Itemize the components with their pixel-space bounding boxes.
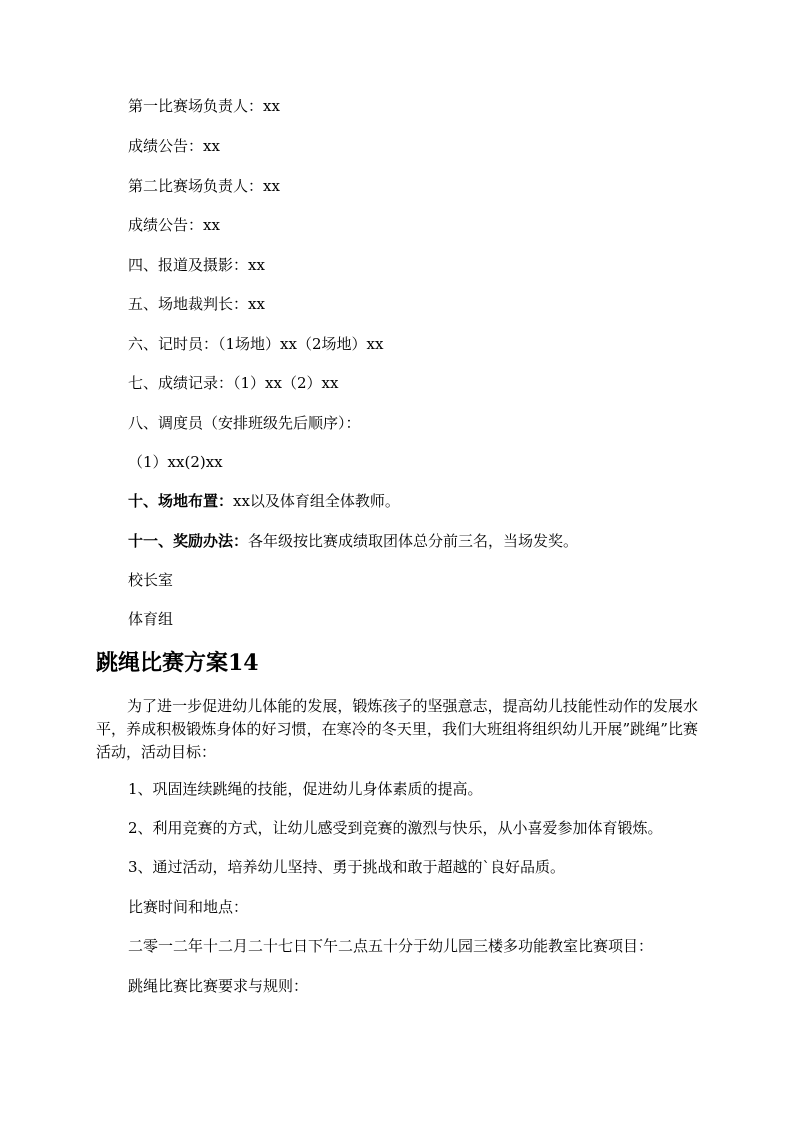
section-title: 跳绳比赛方案14 [96, 650, 259, 676]
text-line: 七、成绩记录：（1）xx（2）xx [128, 374, 339, 392]
text-line: （1）xx(2)xx [128, 453, 223, 471]
text-line: 第二比赛场负责人：xx [128, 177, 280, 195]
signature-line: 体育组 [128, 610, 174, 628]
rules-label: 跳绳比赛比赛要求与规则： [128, 977, 309, 995]
text-line: 成绩公告：xx [128, 216, 220, 234]
item-ten [128, 491, 400, 511]
item-eleven-label: 十一、奖励办法： [128, 532, 249, 550]
time-place-text: 二零一二年十二月二十七日下午二点五十分于幼儿园三楼多功能教室比赛项目： [128, 937, 654, 955]
item-eleven [128, 531, 578, 551]
signature-line: 校长室 [128, 571, 174, 589]
item-ten-text: xx以及体育组全体教师。 [233, 492, 400, 510]
item-ten-label: 十、场地布置： [128, 492, 234, 510]
goal-item: 3、通过活动，培养幼儿坚持、勇于挑战和敢于超越的`良好品质。 [128, 858, 566, 876]
text-line: 六、记时员：（1场地）xx（2场地）xx [128, 335, 384, 353]
text-line: 第一比赛场负责人：xx [128, 97, 280, 115]
text-line: 五、场地裁判长：xx [128, 295, 265, 313]
goal-item: 2、利用竞赛的方式，让幼儿感受到竞赛的激烈与快乐，从小喜爱参加体育锻炼。 [128, 819, 663, 837]
text-line: 四、报道及摄影：xx [128, 256, 265, 274]
item-eleven-text: 各年级按比赛成绩取团体总分前三名，当场发奖。 [248, 532, 579, 550]
text-line: 成绩公告：xx [128, 137, 220, 155]
time-place-label: 比赛时间和地点： [128, 898, 249, 916]
goal-item: 1、巩固连续跳绳的技能，促进幼儿身体素质的提高。 [128, 780, 483, 798]
intro-paragraph: 为了进一步促进幼儿体能的发展，锻炼孩子的坚强意志，提高幼儿技能性动作的发展水平，养成积极锻炼身体的好习惯，在寒冷的冬天里，我们大班组将组织幼儿开展”跳绳”比赛活动，活动目标： [96, 697, 698, 761]
text-line: 八、调度员（安排班级先后顺序）： [128, 414, 361, 432]
